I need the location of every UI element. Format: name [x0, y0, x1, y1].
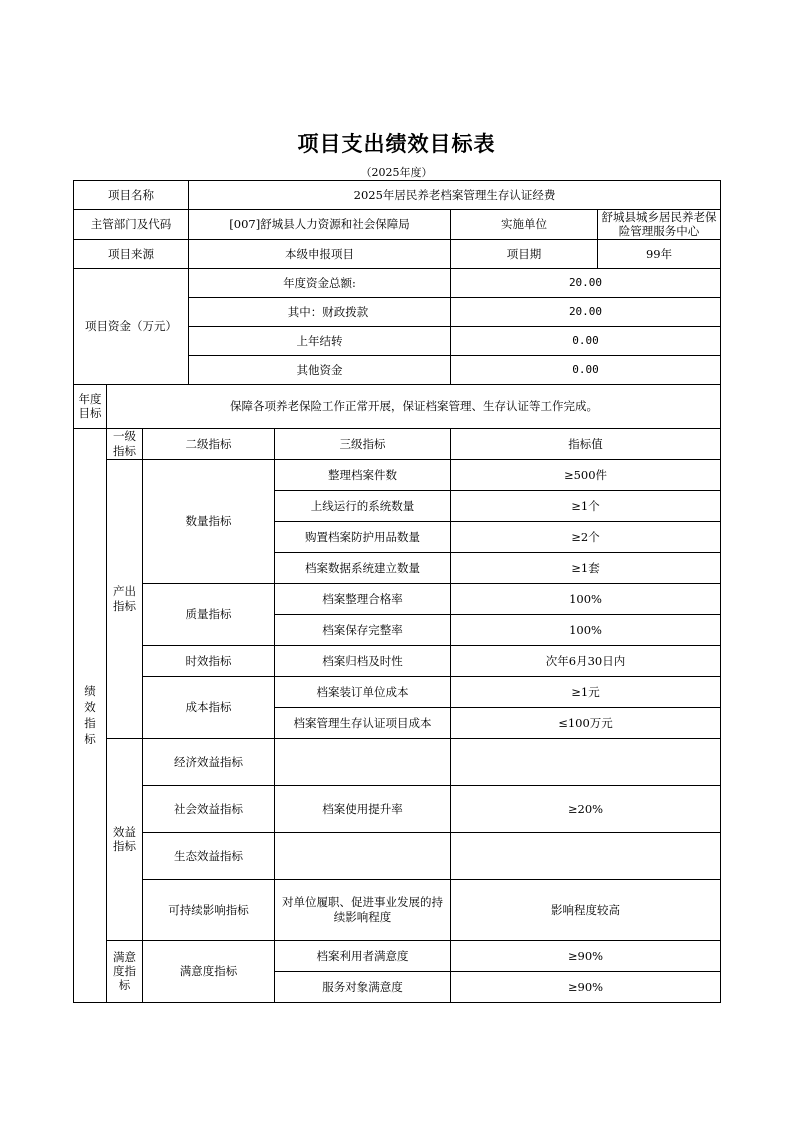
year-subtitle: （2025年度）: [360, 166, 433, 179]
impl-label: 实施单位: [451, 210, 598, 240]
indicator-row: [74, 459, 721, 490]
indicator-name: 整理档案件数: [275, 459, 451, 490]
indicator-value: 次年6月30日内: [451, 645, 721, 676]
indicator-name: 档案使用提升率: [275, 785, 451, 832]
quality-indicator-label: 质量指标: [143, 583, 275, 645]
funds-other-value: 0.00: [451, 355, 721, 384]
source-value: 本级申报项目: [189, 239, 451, 268]
indicator-value-empty: [451, 832, 721, 879]
funds-carryover-label: 上年结转: [189, 326, 451, 355]
period-label: 项目期: [451, 239, 598, 268]
indicator-name: 上线运行的系统数量: [275, 490, 451, 521]
project-name-row: [74, 181, 721, 210]
economic-indicator-label: 经济效益指标: [143, 738, 275, 785]
benefit-indicator-label: 效益指标: [107, 738, 143, 940]
indicator-value: 影响程度较高: [451, 879, 721, 940]
funds-total-row: [74, 268, 721, 297]
time-indicator-label: 时效指标: [143, 645, 275, 676]
indicator-name: 档案保存完整率: [275, 614, 451, 645]
funds-carryover-value: 0.00: [451, 326, 721, 355]
department-row: [74, 210, 721, 240]
indicator-row: [74, 645, 721, 676]
output-indicator-label: 产出指标: [107, 459, 143, 738]
indicator-name: 档案利用者满意度: [275, 940, 451, 971]
cost-indicator-label: 成本指标: [143, 676, 275, 738]
project-name-label: 项目名称: [74, 181, 189, 210]
indicator-value: 100%: [451, 583, 721, 614]
annual-goal-text: 保障各项养老保险工作正常开展，保证档案管理、生存认证等工作完成。: [107, 384, 721, 428]
indicator-value: ≥90%: [451, 971, 721, 1002]
performance-indicator-text: 绩效指标: [84, 684, 96, 747]
indicator-name: 购置档案防护用品数量: [275, 521, 451, 552]
funds-total-value: 20.00: [451, 268, 721, 297]
indicator-row: [74, 832, 721, 879]
funds-total-label: 年度资金总额:: [189, 268, 451, 297]
indicator-row: [74, 676, 721, 707]
annual-goal-row: [74, 384, 721, 428]
indicator-name: 档案归档及时性: [275, 645, 451, 676]
indicator-name-empty: [275, 738, 451, 785]
quantity-indicator-label: 数量指标: [143, 459, 275, 583]
source-label: 项目来源: [74, 239, 189, 268]
sustain-indicator-label: 可持续影响指标: [143, 879, 275, 940]
satisfaction-sub-label: 满意度指标: [143, 940, 275, 1002]
indicator-name: 档案数据系统建立数量: [275, 552, 451, 583]
header-level3: 三级指标: [275, 428, 451, 459]
indicator-name: 档案装订单位成本: [275, 676, 451, 707]
indicator-row: [74, 879, 721, 940]
indicator-value: ≥1个: [451, 490, 721, 521]
header-level2: 二级指标: [143, 428, 275, 459]
performance-goal-table: [73, 180, 721, 1003]
indicator-name: 服务对象满意度: [275, 971, 451, 1002]
funds-other-label: 其他资金: [189, 355, 451, 384]
impl-value: 舒城县城乡居民养老保险管理服务中心: [598, 210, 721, 240]
indicator-value: ≥20%: [451, 785, 721, 832]
indicator-value: ≥2个: [451, 521, 721, 552]
dept-value: [007]舒城县人力资源和社会保障局: [189, 210, 451, 240]
funds-fiscal-value: 20.00: [451, 297, 721, 326]
indicator-name: 档案整理合格率: [275, 583, 451, 614]
eco-indicator-label: 生态效益指标: [143, 832, 275, 879]
social-indicator-label: 社会效益指标: [143, 785, 275, 832]
indicator-value: ≥1套: [451, 552, 721, 583]
period-value: 99年: [598, 239, 721, 268]
funds-label: 项目资金（万元）: [74, 268, 189, 384]
source-row: [74, 239, 721, 268]
indicator-value: ≥90%: [451, 940, 721, 971]
header-value: 指标值: [451, 428, 721, 459]
indicator-row: [74, 583, 721, 614]
funds-fiscal-label: 其中：财政拨款: [189, 297, 451, 326]
satisfaction-indicator-label: 满意度指标: [107, 940, 143, 1002]
indicator-header-row: [74, 428, 721, 459]
indicator-name: 档案管理生存认证项目成本: [275, 707, 451, 738]
indicator-name-empty: [275, 832, 451, 879]
performance-indicator-label: [74, 428, 107, 1002]
indicator-name: 对单位履职、促进事业发展的持续影响程度: [275, 879, 451, 940]
indicator-value: ≥500件: [451, 459, 721, 490]
page-title: 项目支出绩效目标表: [297, 131, 496, 156]
indicator-value: 100%: [451, 614, 721, 645]
indicator-row: [74, 738, 721, 785]
dept-label: 主管部门及代码: [74, 210, 189, 240]
project-name-value: 2025年居民养老档案管理生存认证经费: [189, 181, 721, 210]
header-level1: 一级指标: [107, 428, 143, 459]
annual-goal-label: 年度目标: [74, 384, 107, 428]
indicator-value: ≥1元: [451, 676, 721, 707]
indicator-value: ≤100万元: [451, 707, 721, 738]
indicator-value-empty: [451, 738, 721, 785]
indicator-row: [74, 785, 721, 832]
indicator-row: [74, 940, 721, 971]
